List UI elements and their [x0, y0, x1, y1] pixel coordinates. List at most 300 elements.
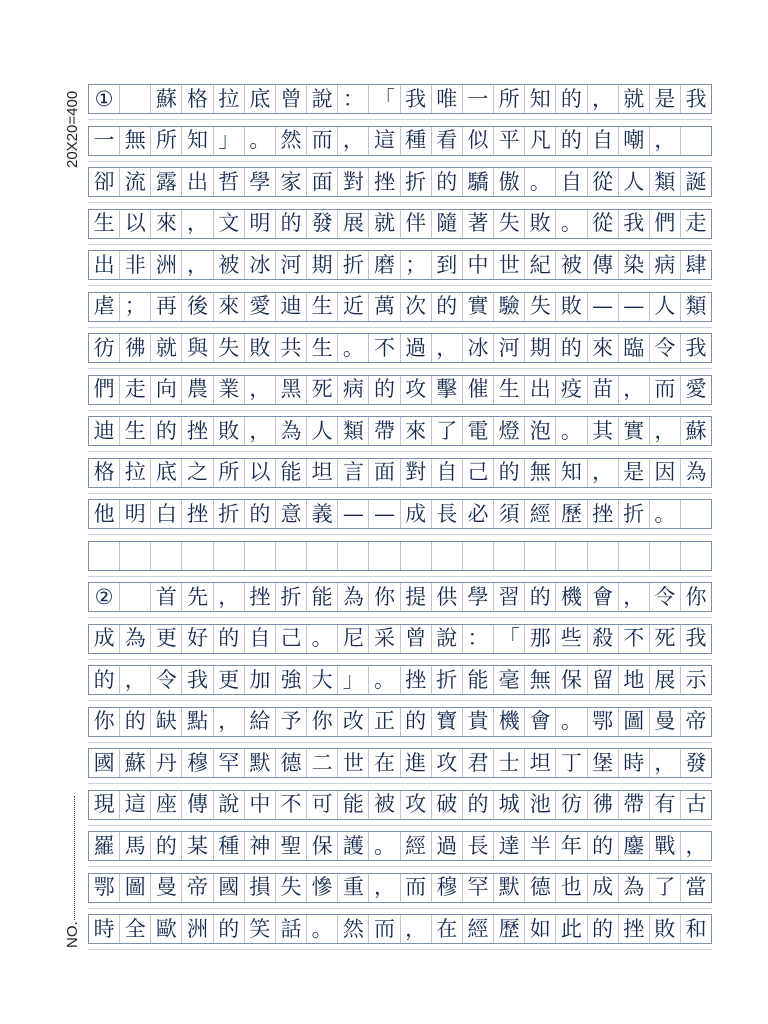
grid-cell: 丹 — [151, 749, 182, 777]
grid-cell: 中 — [245, 791, 276, 819]
grid-cell — [245, 542, 276, 570]
grid-cell: ， — [685, 833, 707, 858]
grid-cell: 流 — [120, 168, 151, 196]
grid-cell: ② — [89, 583, 120, 611]
grid-cell: 給 — [245, 708, 276, 736]
grid-cell: 展 — [650, 666, 681, 694]
grid-cell: 義 — [307, 500, 338, 528]
grid-cell: 期 — [525, 334, 556, 362]
grid-cell: 自 — [556, 168, 587, 196]
grid-cell: 必 — [463, 500, 494, 528]
grid-cell: 也 — [556, 874, 587, 902]
grid-cell: 更 — [151, 625, 182, 653]
grid-cell: 成 — [401, 500, 432, 528]
grid-cell: 對 — [338, 168, 369, 196]
grid-cell: 文 — [214, 210, 245, 238]
grid-cell: 就 — [151, 334, 182, 362]
grid-cell: 圖 — [120, 874, 151, 902]
grid-cell: 尼 — [338, 625, 369, 653]
grid-cell: 經 — [525, 500, 556, 528]
number-field-line — [74, 796, 75, 920]
grid-cell: 說 — [214, 791, 245, 819]
grid-cell: 的 — [463, 791, 494, 819]
grid-cell: 的 — [276, 210, 307, 238]
grid-cell: 。 — [556, 708, 587, 736]
grid-cell: 圖 — [619, 708, 650, 736]
sheet-number-label: NO. — [64, 921, 81, 948]
grid-cell: 一 — [463, 85, 494, 113]
grid-cell: 攻 — [401, 791, 432, 819]
grid-cell: 國 — [214, 874, 245, 902]
grid-cell: 的 — [556, 334, 587, 362]
grid-cell: 然 — [276, 127, 307, 155]
row-guide-line — [88, 700, 712, 701]
grid-cell: 生 — [307, 293, 338, 321]
grid-cell: 為 — [338, 583, 369, 611]
grid-cell: ； — [401, 251, 432, 279]
grid-cell: 挫 — [401, 666, 432, 694]
grid-cell: 首 — [151, 583, 182, 611]
grid-cell: 曼 — [151, 874, 182, 902]
grid-cell: 的 — [494, 459, 525, 487]
grid-cell: 正 — [369, 708, 400, 736]
grid-cell: 。 — [245, 127, 276, 155]
row-guide-line — [88, 119, 712, 120]
grid-cell: 敗 — [525, 210, 556, 238]
grid-cell: 攻 — [401, 376, 432, 404]
grid-cell: 為 — [685, 460, 707, 484]
grid-cell: 失 — [276, 874, 307, 902]
grid-cell — [369, 542, 400, 570]
grid-cell: 聖 — [276, 832, 307, 860]
grid-cell: 迪 — [89, 417, 120, 445]
grid-cell: ， — [338, 127, 369, 155]
grid-cell: 保 — [307, 832, 338, 860]
grid-cell — [120, 542, 151, 570]
grid-cell: 默 — [494, 874, 525, 902]
grid-cell: 共 — [276, 334, 307, 362]
grid-cell: 時 — [619, 749, 650, 777]
grid-cell: 傳 — [182, 791, 213, 819]
grid-cell: 大 — [307, 666, 338, 694]
grid-cell: 提 — [401, 583, 432, 611]
grid-cell: 」 — [214, 127, 245, 155]
grid-cell: 在 — [432, 915, 463, 943]
grid-cell: 的 — [588, 832, 619, 860]
grid-cell: 燈 — [494, 417, 525, 445]
grid-row — [88, 333, 712, 363]
grid-cell: 破 — [432, 791, 463, 819]
grid-cell: — — [619, 293, 650, 321]
grid-cell — [494, 542, 525, 570]
grid-cell: 自 — [588, 127, 619, 155]
grid-cell — [151, 542, 182, 570]
grid-cell: 學 — [463, 583, 494, 611]
grid-cell: 長 — [432, 500, 463, 528]
grid-cell: 我 — [685, 335, 707, 360]
grid-cell: 能 — [307, 583, 338, 611]
grid-cell: 種 — [214, 832, 245, 860]
grid-cell: 露 — [151, 168, 182, 196]
grid-cell: 擊 — [432, 376, 463, 404]
grid-cell — [182, 542, 213, 570]
grid-cell: 之 — [182, 459, 213, 487]
grid-cell: 歷 — [556, 500, 587, 528]
grid-row — [88, 541, 712, 571]
grid-cell: 缺 — [151, 708, 182, 736]
grid-cell: 敗 — [245, 334, 276, 362]
grid-cell: 毫 — [494, 666, 525, 694]
grid-cell: 明 — [245, 210, 276, 238]
manuscript-grid — [88, 84, 712, 956]
grid-cell: — — [588, 293, 619, 321]
grid-cell: 話 — [276, 915, 307, 943]
grid-cell: 類 — [650, 168, 681, 196]
grid-cell: 時 — [89, 915, 120, 943]
grid-cell — [432, 542, 463, 570]
grid-cell: 現 — [89, 791, 120, 819]
grid-cell: 迪 — [276, 293, 307, 321]
grid-cell: 些 — [556, 625, 587, 653]
grid-cell: 染 — [619, 251, 650, 279]
grid-cell: 罕 — [214, 749, 245, 777]
grid-cell: ， — [182, 210, 213, 238]
grid-cell: ， — [245, 417, 276, 445]
grid-cell: 實 — [619, 417, 650, 445]
grid-cell: 從 — [588, 210, 619, 238]
grid-cell: 被 — [214, 251, 245, 279]
grid-cell — [307, 542, 338, 570]
grid-cell: 後 — [182, 293, 213, 321]
grid-cell: ， — [650, 749, 681, 777]
grid-cell: 折 — [338, 251, 369, 279]
grid-cell: 無 — [525, 666, 556, 694]
grid-cell: 向 — [151, 376, 182, 404]
grid-cell: 。 — [650, 500, 681, 528]
grid-cell: 。 — [525, 168, 556, 196]
grid-cell: 長 — [463, 832, 494, 860]
grid-cell: 鄂 — [89, 874, 120, 902]
grid-cell: 敗 — [650, 915, 681, 943]
grid-cell: 習 — [494, 583, 525, 611]
grid-cell: 出 — [89, 251, 120, 279]
grid-cell — [120, 583, 151, 611]
grid-cell: 半 — [525, 832, 556, 860]
row-guide-line — [88, 451, 712, 452]
grid-cell: 發 — [685, 750, 707, 775]
grid-cell: 過 — [401, 334, 432, 362]
grid-cell: ， — [650, 127, 681, 155]
grid-cell: 業 — [214, 376, 245, 404]
row-guide-line — [88, 576, 712, 577]
grid-cell: 死 — [307, 376, 338, 404]
grid-cell: 機 — [494, 708, 525, 736]
grid-cell: 而 — [307, 127, 338, 155]
grid-cell: 折 — [432, 666, 463, 694]
grid-cell: 士 — [494, 749, 525, 777]
grid-cell: 這 — [369, 127, 400, 155]
grid-cell: 以 — [245, 459, 276, 487]
grid-cell: 坦 — [307, 459, 338, 487]
grid-cell: 丁 — [556, 749, 587, 777]
row-guide-line — [88, 783, 712, 784]
row-guide-line — [88, 742, 712, 743]
grid-cell: 哲 — [214, 168, 245, 196]
grid-cell: 苗 — [588, 376, 619, 404]
grid-cell: 來 — [151, 210, 182, 238]
grid-row — [88, 416, 712, 446]
grid-cell: 君 — [463, 749, 494, 777]
row-guide-line — [88, 617, 712, 618]
grid-cell: 黑 — [276, 376, 307, 404]
grid-cell: 因 — [650, 459, 681, 487]
grid-cell: 點 — [182, 708, 213, 736]
grid-cell: 彷 — [556, 791, 587, 819]
grid-cell: 為 — [276, 417, 307, 445]
grid-cell: 類 — [685, 294, 707, 318]
grid-cell: 成 — [89, 625, 120, 653]
grid-cell: ， — [588, 459, 619, 487]
grid-row — [88, 707, 712, 737]
grid-cell: 洲 — [182, 915, 213, 943]
grid-cell: 實 — [463, 293, 494, 321]
grid-cell: 。 — [307, 625, 338, 653]
grid-row — [88, 292, 712, 322]
grid-cell: 。 — [556, 417, 587, 445]
grid-cell: 是 — [650, 85, 681, 113]
grid-cell: 的 — [432, 168, 463, 196]
grid-cell: 傲 — [494, 168, 525, 196]
grid-cell: ， — [619, 376, 650, 404]
grid-cell: 達 — [494, 832, 525, 860]
grid-cell — [276, 542, 307, 570]
grid-cell: 挫 — [588, 500, 619, 528]
grid-cell: 折 — [214, 500, 245, 528]
grid-cell: 知 — [525, 85, 556, 113]
row-guide-line — [88, 534, 712, 535]
grid-cell: 德 — [276, 749, 307, 777]
grid-cell: 世 — [494, 251, 525, 279]
grid-cell: 的 — [432, 293, 463, 321]
grid-cell: 無 — [525, 459, 556, 487]
grid-cell: 彷 — [89, 334, 120, 362]
grid-cell: 從 — [588, 168, 619, 196]
grid-cell: 他 — [89, 500, 120, 528]
grid-cell: 敗 — [214, 417, 245, 445]
grid-cell: 伴 — [401, 210, 432, 238]
grid-cell: 走 — [685, 211, 707, 235]
grid-cell: 洲 — [151, 251, 182, 279]
grid-cell: 虐 — [89, 293, 120, 321]
grid-cell: 種 — [401, 127, 432, 155]
grid-cell: 走 — [120, 376, 151, 404]
grid-cell: 冰 — [245, 251, 276, 279]
grid-cell: 被 — [369, 791, 400, 819]
grid-cell: 說 — [307, 85, 338, 113]
grid-cell: 的 — [89, 666, 120, 694]
grid-cell: 其 — [588, 417, 619, 445]
grid-cell — [681, 500, 711, 528]
grid-row — [88, 665, 712, 695]
grid-cell: 知 — [556, 459, 587, 487]
row-guide-line — [88, 949, 712, 950]
grid-cell: 你 — [369, 583, 400, 611]
grid-cell: 愛 — [685, 377, 707, 401]
grid-row — [88, 582, 712, 612]
grid-cell: 神 — [245, 832, 276, 860]
grid-cell — [681, 542, 711, 570]
grid-cell: 失 — [525, 293, 556, 321]
grid-cell: 知 — [182, 127, 213, 155]
grid-cell: 為 — [120, 625, 151, 653]
grid-cell: 人 — [307, 417, 338, 445]
grid-cell: 默 — [245, 749, 276, 777]
grid-cell: 萬 — [369, 293, 400, 321]
grid-cell: 嘲 — [619, 127, 650, 155]
grid-cell: 死 — [650, 625, 681, 653]
grid-cell: 似 — [463, 127, 494, 155]
grid-cell: 令 — [151, 666, 182, 694]
grid-cell: 農 — [182, 376, 213, 404]
grid-cell: ， — [182, 251, 213, 279]
grid-cell: 保 — [556, 666, 587, 694]
grid-cell: 好 — [182, 625, 213, 653]
row-guide-line — [88, 659, 712, 660]
grid-cell: 進 — [401, 749, 432, 777]
grid-cell: 格 — [182, 85, 213, 113]
grid-cell: 再 — [151, 293, 182, 321]
grid-cell: 言 — [338, 459, 369, 487]
grid-cell: 為 — [619, 874, 650, 902]
grid-cell: ： — [463, 625, 494, 653]
grid-cell: 人 — [650, 293, 681, 321]
grid-cell: 有 — [650, 791, 681, 819]
grid-cell: 帶 — [369, 417, 400, 445]
grid-cell: 所 — [151, 127, 182, 155]
grid-cell: 笑 — [245, 915, 276, 943]
grid-cell: 然 — [338, 915, 369, 943]
grid-cell: 出 — [182, 168, 213, 196]
grid-cell: 示 — [685, 667, 707, 692]
grid-cell: 與 — [182, 334, 213, 362]
grid-cell: 慘 — [307, 874, 338, 902]
grid-cell: 的 — [120, 708, 151, 736]
grid-cell: 肆 — [685, 252, 707, 277]
grid-cell: 國 — [89, 749, 120, 777]
grid-cell — [588, 542, 619, 570]
grid-cell: 電 — [463, 417, 494, 445]
grid-cell: 生 — [307, 334, 338, 362]
grid-cell: 是 — [619, 459, 650, 487]
grid-cell: 了 — [432, 417, 463, 445]
grid-cell: 重 — [338, 874, 369, 902]
grid-row — [88, 790, 712, 820]
grid-cell: 會 — [588, 583, 619, 611]
grid-cell: ， — [401, 915, 432, 943]
grid-cell: 無 — [120, 127, 151, 155]
grid-cell: 河 — [276, 251, 307, 279]
row-guide-line — [88, 161, 712, 162]
grid-cell: 拉 — [120, 459, 151, 487]
grid-row — [88, 167, 712, 197]
grid-cell: 這 — [120, 791, 151, 819]
grid-cell: 羅 — [89, 832, 120, 860]
grid-cell: 的 — [151, 417, 182, 445]
grid-cell: 帝 — [685, 709, 707, 733]
grid-cell: 自 — [245, 625, 276, 653]
grid-cell — [525, 542, 556, 570]
grid-cell: 挫 — [182, 500, 213, 528]
grid-cell: 彿 — [120, 334, 151, 362]
grid-cell: 我 — [401, 85, 432, 113]
grid-cell: ， — [588, 85, 619, 113]
grid-cell: ； — [120, 293, 151, 321]
grid-cell: 歐 — [151, 915, 182, 943]
grid-cell: 們 — [89, 376, 120, 404]
grid-cell: 所 — [494, 85, 525, 113]
grid-cell: 的 — [588, 915, 619, 943]
grid-cell: 留 — [588, 666, 619, 694]
grid-cell: 己 — [463, 459, 494, 487]
grid-cell: 穆 — [182, 749, 213, 777]
grid-cell: 白 — [151, 500, 182, 528]
grid-cell: 予 — [276, 708, 307, 736]
grid-cell: 當 — [685, 875, 707, 899]
grid-row — [88, 458, 712, 488]
grid-row — [88, 873, 712, 903]
grid-cell: 和 — [685, 916, 707, 941]
grid-cell: 的 — [214, 625, 245, 653]
grid-cell: 令 — [650, 583, 681, 611]
grid-cell: 所 — [214, 459, 245, 487]
grid-cell: 次 — [401, 293, 432, 321]
grid-cell: 如 — [525, 915, 556, 943]
grid-cell: 座 — [151, 791, 182, 819]
grid-cell: 。 — [556, 210, 587, 238]
grid-cell: ， — [432, 334, 463, 362]
grid-cell: 的 — [369, 376, 400, 404]
grid-cell: 供 — [432, 583, 463, 611]
grid-cell: 的 — [245, 500, 276, 528]
grid-cell: 傳 — [588, 251, 619, 279]
row-guide-line — [88, 368, 712, 369]
grid-cell: 古 — [685, 792, 707, 816]
grid-cell: 世 — [338, 749, 369, 777]
grid-cell: 卻 — [89, 168, 120, 196]
grid-cell: 池 — [525, 791, 556, 819]
grid-cell: 病 — [338, 376, 369, 404]
grid-cell: 不 — [369, 334, 400, 362]
grid-cell: 先 — [182, 583, 213, 611]
grid-row — [88, 748, 712, 778]
grid-cell: 挫 — [182, 417, 213, 445]
grid-cell: 在 — [369, 749, 400, 777]
grid-cell: ， — [214, 708, 245, 736]
grid-cell: 蘇 — [120, 749, 151, 777]
grid-cell: 驕 — [463, 168, 494, 196]
grid-cell: 誕 — [685, 169, 707, 194]
grid-cell: 來 — [401, 417, 432, 445]
grid-cell: 令 — [650, 334, 681, 362]
grid-cell: 的 — [401, 708, 432, 736]
grid-cell: 能 — [276, 459, 307, 487]
grid-cell: 愛 — [245, 293, 276, 321]
grid-cell: 我 — [182, 666, 213, 694]
grid-cell: 。 — [369, 832, 400, 860]
grid-cell: 」 — [338, 666, 369, 694]
grid-cell: ， — [619, 583, 650, 611]
grid-row — [88, 831, 712, 861]
